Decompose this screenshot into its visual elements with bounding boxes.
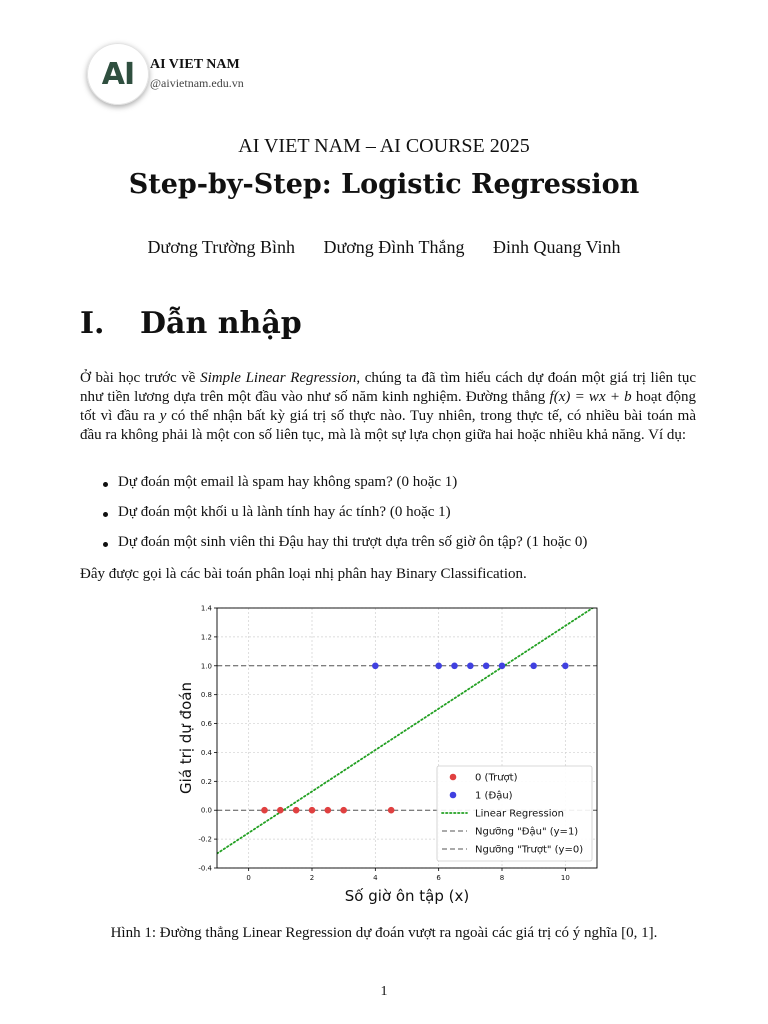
bullet-item-1: Dự đoán một email là spam hay không spam? (0 hoặc 1) [118, 474, 458, 490]
intro-formula: f(x) = wx + b [549, 389, 632, 405]
x-tick-label: 4 [373, 874, 378, 882]
legend-label: 0 (Trượt) [475, 772, 518, 784]
classification-sentence: Đây được gọi là các bài toán phân loại nhị phân hay Binary Classification. [80, 566, 527, 582]
legend-label: 1 (Đậu) [475, 790, 513, 802]
legend-label: Ngưỡng "Đậu" (y=1) [475, 826, 579, 838]
section-title: Dẫn nhập [140, 306, 302, 341]
x-tick-label: 0 [246, 874, 251, 882]
bullet-dot-2 [103, 512, 108, 517]
data-point [293, 807, 300, 814]
intro-italic-term: Simple Linear Regression [200, 370, 357, 386]
data-point [325, 807, 332, 814]
data-point [388, 807, 395, 814]
logo-site: @aivietnam.edu.vn [150, 76, 244, 90]
data-point [372, 662, 379, 669]
intro-text-3: hoạt động tốt vì đầu ra [80, 389, 696, 424]
data-point [261, 807, 268, 814]
logo-letters: AI [101, 56, 135, 92]
logo [87, 43, 149, 105]
bullet-item-3: Dự đoán một sinh viên thi Đậu hay thi trượt dựa trên số giờ ôn tập? (1 hoặc 0) [118, 534, 588, 550]
intro-text-1: Ở bài học trước về [80, 370, 201, 386]
intro-text-2: , chúng ta đã tìm hiểu cách dự đoán một giá trị liên tục như tiền lương dựa trên một đầu vào như số năm kinh nghiệm. Đường thẳng [80, 370, 697, 405]
data-point [435, 662, 442, 669]
logo-name: AI VIET NAM [150, 57, 240, 72]
y-tick-label: -0.2 [198, 835, 212, 844]
bullet-item-2: Dự đoán một khối u là lành tính hay ác tính? (0 hoặc 1) [118, 504, 451, 520]
chart [170, 596, 610, 906]
data-point [467, 662, 474, 669]
intro-y-var: y [159, 408, 167, 424]
data-point [530, 662, 537, 669]
author-1: Dương Trường Bình [147, 237, 296, 257]
y-tick-label: 1.0 [200, 662, 212, 671]
intro-text-4: có thể nhận bất kỳ giá trị số thực nào. Tuy nhiên, trong thực tế, có nhiều bài toán mà đầu ra không phải là một con số liên tục, mà là một sự lựa chọn giữa hai hoặc nhiều khả năng. Ví dụ: [80, 408, 696, 443]
data-point [340, 807, 347, 814]
author-2: Dương Đình Thắng [323, 237, 465, 257]
legend-label: Ngưỡng "Trượt" (y=0) [475, 844, 584, 856]
data-point [483, 662, 490, 669]
author-3: Đinh Quang Vinh [492, 237, 621, 257]
figure-caption: Hình 1: Đường thẳng Linear Regression dự đoán vượt ra ngoài các giá trị có ý nghĩa [0, 1]. [110, 925, 658, 941]
y-tick-label: 1.4 [200, 604, 212, 613]
data-point [562, 662, 569, 669]
y-tick-label: 1.2 [200, 633, 212, 642]
y-tick-label: 0.4 [200, 748, 212, 757]
intro-paragraph [80, 369, 696, 445]
y-tick-label: -0.4 [198, 864, 212, 873]
y-tick-label: 0.2 [200, 777, 212, 786]
figure-1 [170, 596, 610, 910]
y-tick-label: 0.0 [200, 806, 212, 815]
document-title: Step-by-Step: Logistic Regression [128, 169, 640, 200]
bullet-dot-3 [103, 542, 108, 547]
data-point [277, 807, 284, 814]
y-tick-label: 0.8 [200, 691, 212, 700]
x-tick-label: 10 [560, 874, 570, 882]
data-point [499, 662, 506, 669]
data-point [451, 662, 458, 669]
bullet-dot-1 [103, 482, 108, 487]
y-tick-label: 0.6 [200, 720, 212, 729]
legend-label: Linear Regression [475, 808, 564, 820]
course-title: AI VIET NAM – AI COURSE 2025 [238, 135, 530, 157]
section-number: I. [80, 306, 105, 341]
x-tick-label: 8 [499, 874, 505, 882]
y-axis-label: Giá trị dự đoán [177, 682, 195, 794]
x-tick-label: 6 [436, 874, 441, 882]
x-tick-label: 2 [309, 874, 315, 882]
legend-marker [450, 774, 457, 781]
x-axis-label: Số giờ ôn tập (x) [344, 887, 470, 905]
data-point [309, 807, 316, 814]
legend-marker [450, 792, 457, 799]
page-number: 1 [380, 984, 388, 999]
authors [0, 237, 768, 258]
